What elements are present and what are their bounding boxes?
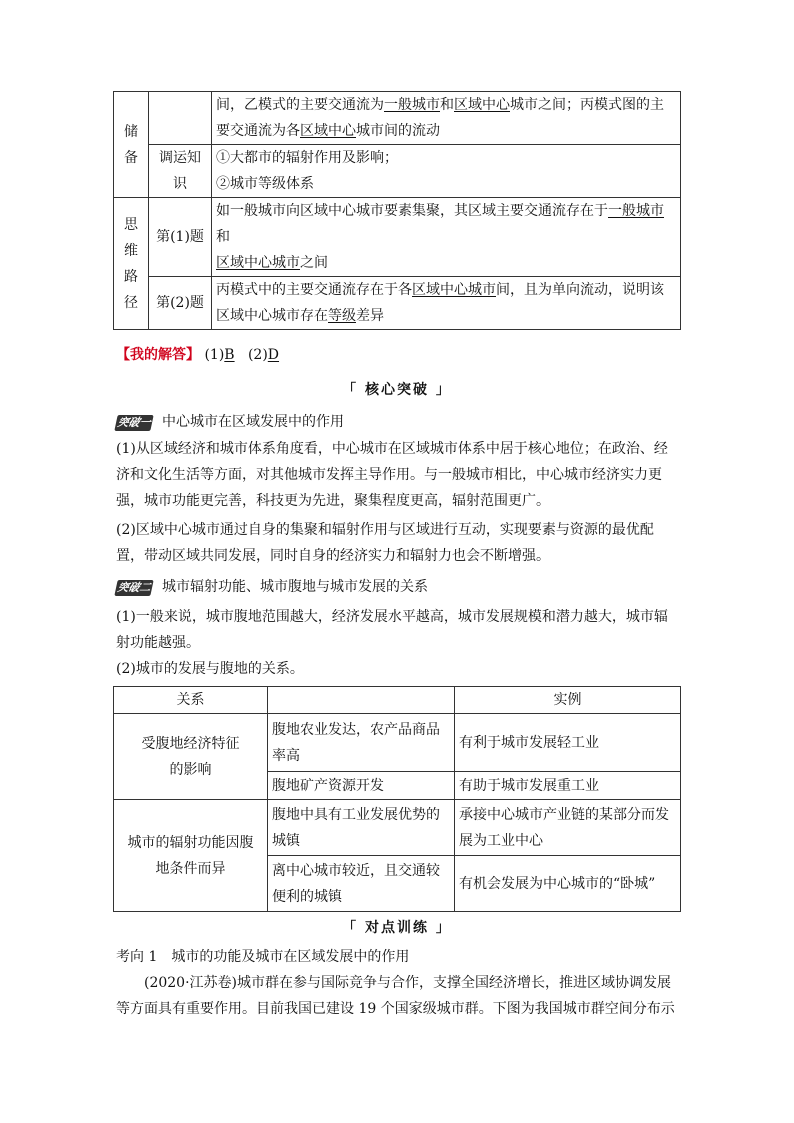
header-example: 实例 <box>455 687 681 714</box>
example-cell: 有助于城市发展重工业 <box>455 772 681 800</box>
recall-knowledge-label: 调运知 识 <box>149 145 212 198</box>
breakthrough-1-heading <box>116 409 344 435</box>
answer-1-number: (1) <box>204 347 225 363</box>
question-1-label: 第(1)题 <box>149 198 212 277</box>
header-empty <box>268 687 455 714</box>
question-text: (2020·江苏卷)城市群在参与国际竞争与合作，支撑全国经济增长，推进区域协调发展等方面具有重要作用。目前我国已建设 19 个国家级城市群。下图为我国城市群空间分布示 <box>116 975 675 1017</box>
condition-cell: 离中心城市较近，且交通较便利的城镇 <box>268 856 455 912</box>
training-title: 「 对点训练 」 <box>342 920 452 936</box>
reasoning-table <box>113 91 681 330</box>
answer-1-value: B <box>224 347 235 363</box>
header-relation: 关系 <box>114 687 268 714</box>
breakthrough-2-paragraph-1: (1)一般来说，城市腹地范围越大，经济发展水平越高，城市发展规模和潜力越大，城市辐射功能越强。 <box>116 609 668 651</box>
group-2-label: 城市的辐射功能因腹地条件而异 <box>114 800 268 912</box>
breakthrough-1-title: 中心城市在区域发展中的作用 <box>162 414 344 430</box>
question-1-cell: 如一般城市向区域中心城市要素集聚，其区域主要交通流存在于一般城市和 区域中心城市之间 <box>212 198 681 277</box>
example-cell: 有利于城市发展轻工业 <box>455 714 681 772</box>
relation-table <box>113 686 681 912</box>
condition-cell: 腹地农业发达，农产品商品率高 <box>268 714 455 772</box>
recall-knowledge-cell: ①大都市的辐射作用及影响； ②城市等级体系 <box>212 145 681 198</box>
condition-cell: 腹地矿产资源开发 <box>268 772 455 800</box>
example-cell: 承接中心城市产业链的某部分而发展为工业中心 <box>455 800 681 856</box>
thinking-path-header: 思 维 路 径 <box>114 198 149 330</box>
breakthrough-2-title: 城市辐射功能、城市腹地与城市发展的关系 <box>162 579 428 595</box>
group-1-label: 受腹地经济特征的影响 <box>114 714 268 800</box>
question-2-label: 第(2)题 <box>149 277 212 330</box>
exam-direction: 考向 1 城市的功能及城市在区域发展中的作用 <box>116 949 410 965</box>
mode-description-cell: 间，乙模式的主要交通流为一般城市和区域中心城市之间；丙模式图的主要交通流为各区域中心城市间的流动 <box>212 92 681 145</box>
empty-label-cell <box>149 92 212 145</box>
breakthrough-1-paragraph-1: (1)从区域经济和城市体系角度看，中心城市在区域城市体系中居于核心地位；在政治、经济和文化生活等方面，对其他城市发挥主导作用。与一般城市相比，中心城市经济实力更强，城市功能更完善，科技更为先进，聚集程度更高，辐射范围更广。 <box>116 441 668 509</box>
my-answer-label: 【我的解答】 <box>116 347 200 363</box>
core-breakthrough-title: 「 核心突破 」 <box>342 382 452 398</box>
answer-2-value: D <box>267 347 280 363</box>
example-cell: 有机会发展为中心城市的“卧城” <box>455 856 681 912</box>
my-answer <box>116 344 279 364</box>
question-2-cell: 丙模式中的主要交通流存在于各区域中心城市间，且为单向流动，说明该区域中心城市存在等级差异 <box>212 277 681 330</box>
breakthrough-1-tag: 突破一 <box>116 416 152 429</box>
answer-2-number: (2) <box>247 347 268 363</box>
reserve-header: 储 备 <box>114 92 149 198</box>
condition-cell: 腹地中具有工业发展优势的城镇 <box>268 800 455 856</box>
breakthrough-2-tag: 突破二 <box>116 581 152 594</box>
breakthrough-2-paragraph-2: (2)城市的发展与腹地的关系。 <box>116 661 304 677</box>
breakthrough-2-heading <box>116 574 428 600</box>
breakthrough-1-paragraph-2: (2)区域中心城市通过自身的集聚和辐射作用与区域进行互动，实现要素与资源的最优配置，带动区域共同发展，同时自身的经济实力和辐射力也会不断增强。 <box>116 522 654 564</box>
